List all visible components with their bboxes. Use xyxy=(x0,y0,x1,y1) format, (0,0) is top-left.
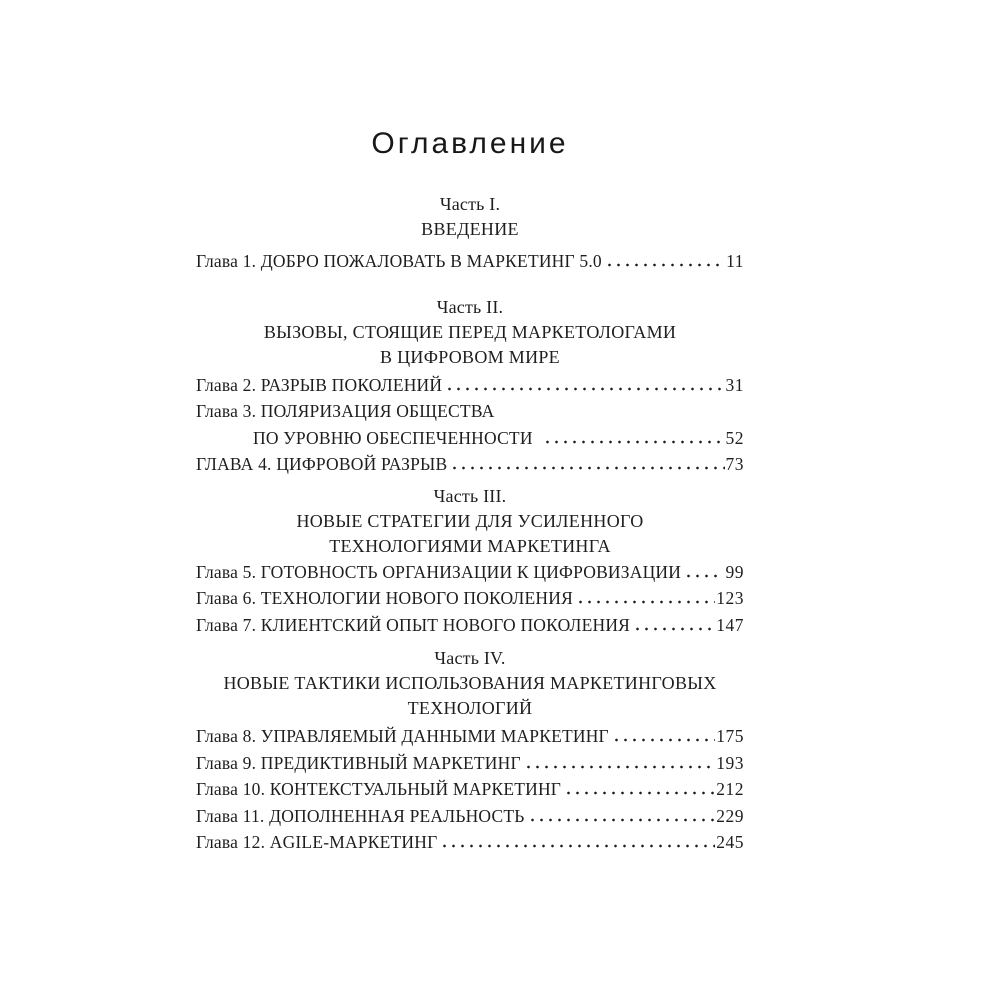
dot-leader xyxy=(524,757,715,769)
dot-leader xyxy=(605,255,725,267)
chapter-title: Глава 7. КЛИЕНТСКИЙ ОПЫТ НОВОГО ПОКОЛЕНИЯ xyxy=(196,614,631,635)
part-label: Часть IV. xyxy=(434,648,506,668)
page-number: 245 xyxy=(716,832,744,852)
dot-leader xyxy=(684,566,716,578)
toc-entry-chapter-9 xyxy=(196,750,744,777)
page-number: 212 xyxy=(716,779,744,799)
page-number: 73 xyxy=(725,454,744,474)
toc-entry-chapter-11 xyxy=(196,803,744,830)
page-number: 11 xyxy=(726,251,744,271)
chapter-title: Глава 11. ДОПОЛНЕННАЯ РЕАЛЬНОСТЬ xyxy=(196,805,525,826)
toc-entry-chapter-7 xyxy=(196,612,744,639)
chapter-title: Глава 12. AGILE-МАРКЕТИНГ xyxy=(196,832,438,852)
toc-part-4 xyxy=(196,646,744,856)
chapter-title: Глава 3. ПОЛЯРИЗАЦИЯ ОБЩЕСТВА xyxy=(196,401,495,421)
toc-entry-chapter-3-line-1 xyxy=(196,398,744,425)
page-number: 123 xyxy=(716,588,744,608)
toc-entry-chapter-5 xyxy=(196,559,744,586)
toc-entry-chapter-12 xyxy=(196,829,744,856)
part-label: Часть III. xyxy=(433,485,507,506)
chapter-title: Глава 6. ТЕХНОЛОГИИ НОВОГО ПОКОЛЕНИЯ xyxy=(196,588,573,608)
part-label: Часть I. xyxy=(439,194,501,214)
part-title-line: ТЕХНОЛОГИЯМИ МАРКЕТИНГА xyxy=(329,535,611,556)
part-title-line: В ЦИФРОВОМ МИРЕ xyxy=(380,346,560,367)
chapter-list xyxy=(196,559,744,639)
part-title-line: ТЕХНОЛОГИЙ xyxy=(407,698,533,718)
page-number: 31 xyxy=(725,374,744,395)
chapter-list xyxy=(196,248,744,275)
chapter-title: Глава 5. ГОТОВНОСТЬ ОРГАНИЗАЦИИ К ЦИФРОВИЗАЦИИ xyxy=(196,561,682,582)
chapter-list xyxy=(196,372,744,478)
toc-part-2 xyxy=(196,295,744,478)
part-title-line: ВВЕДЕНИЕ xyxy=(421,219,519,239)
toc-entry-chapter-3-line-2 xyxy=(196,425,744,452)
dot-leader xyxy=(612,730,715,742)
part-title-line: ВЫЗОВЫ, СТОЯЩИЕ ПЕРЕД МАРКЕТОЛОГАМИ xyxy=(263,321,677,342)
chapter-title: Глава 10. КОНТЕКСТУАЛЬНЫЙ МАРКЕТИНГ xyxy=(196,779,562,799)
chapter-title: Глава 1. ДОБРО ПОЖАЛОВАТЬ В МАРКЕТИНГ 5.0 xyxy=(196,251,602,271)
toc-part-1 xyxy=(196,192,744,275)
part-heading xyxy=(196,192,744,242)
page-number: 52 xyxy=(725,427,744,448)
dot-leader xyxy=(528,810,716,822)
page-number: 147 xyxy=(716,614,744,635)
chapter-title: ГЛАВА 4. ЦИФРОВОЙ РАЗРЫВ xyxy=(196,454,448,474)
part-title-line: НОВЫЕ СТРАТЕГИИ ДЛЯ УСИЛЕННОГО xyxy=(296,510,644,531)
dot-leader xyxy=(543,432,725,444)
chapter-list xyxy=(196,723,744,856)
dot-leader xyxy=(564,783,715,795)
page-number: 193 xyxy=(716,752,744,773)
toc-part-3 xyxy=(196,484,744,639)
part-heading xyxy=(196,484,744,559)
dot-leader xyxy=(440,836,715,848)
page-number: 99 xyxy=(725,561,744,582)
table-of-contents xyxy=(196,0,744,856)
chapter-title-continuation: ПО УРОВНЮ ОБЕСПЕЧЕННОСТИ xyxy=(253,427,533,448)
chapter-title: Глава 9. ПРЕДИКТИВНЫЙ МАРКЕТИНГ xyxy=(196,752,521,773)
page-title: Оглавление xyxy=(371,127,569,160)
dot-leader xyxy=(445,379,724,391)
toc-entry-chapter-8 xyxy=(196,723,744,750)
toc-entry-chapter-4 xyxy=(196,451,744,478)
part-heading xyxy=(196,295,744,370)
chapter-title: Глава 8. УПРАВЛЯЕМЫЙ ДАННЫМИ МАРКЕТИНГ xyxy=(196,726,609,746)
toc-entry-chapter-6 xyxy=(196,585,744,612)
dot-leader xyxy=(576,592,715,604)
part-heading xyxy=(196,646,744,721)
page-number: 229 xyxy=(716,805,744,826)
toc-entry-chapter-1 xyxy=(196,248,744,275)
part-title-line: НОВЫЕ ТАКТИКИ ИСПОЛЬЗОВАНИЯ МАРКЕТИНГОВЫХ xyxy=(223,673,717,693)
dot-leader xyxy=(633,619,715,631)
page-number: 175 xyxy=(716,726,744,746)
toc-entry-chapter-2 xyxy=(196,372,744,399)
dot-leader xyxy=(450,458,724,470)
part-label: Часть II. xyxy=(436,296,504,317)
toc-entry-chapter-10 xyxy=(196,776,744,803)
chapter-title: Глава 2. РАЗРЫВ ПОКОЛЕНИЙ xyxy=(196,374,443,395)
